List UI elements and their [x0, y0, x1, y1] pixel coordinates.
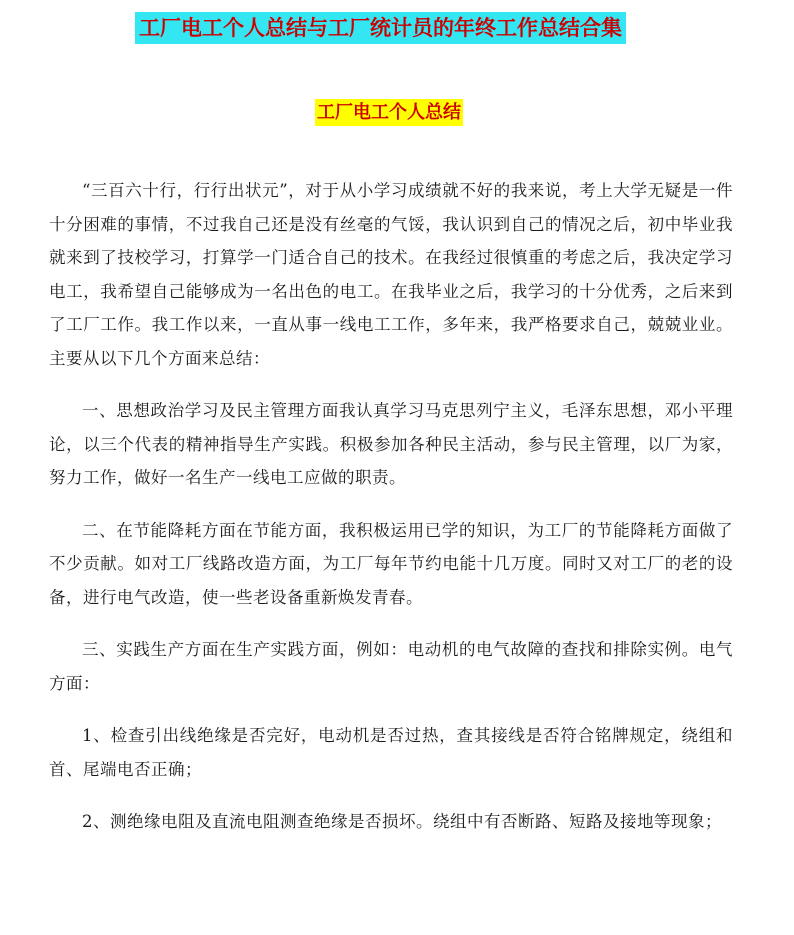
paragraph-political-study: 一、思想政治学习及民主管理方面我认真学习马克思列宁主义，毛泽东思想，邓小平理论，以三个代表的精神指导生产实践。积极参加各种民主活动，参与民主管理，以厂为家，努力工作，做好一名生产一线电工应做的职责。 [49, 401, 733, 487]
paragraph-item-2: 2、测绝缘电阻及直流电阻测查绝缘是否损坏。绕组中有否断路、短路及接地等现象； [82, 812, 722, 831]
paragraph-energy-saving: 二、在节能降耗方面在节能方面，我积极运用已学的知识，为工厂的节能降耗方面做了不少贡献。如对工厂线路改造方面，为工厂每年节约电能十几万度。同时又对工厂的老的设备，进行电气改造，使一些老设备重新焕发青春。 [49, 520, 733, 607]
paragraph-production-practice: 三、实践生产方面在生产实践方面，例如：电动机的电气故障的查找和排除实例。电气方面： [49, 640, 733, 693]
document-body [49, 174, 733, 858]
paragraph-item-1: 1、检查引出线绝缘是否完好，电动机是否过热，查其接线是否符合铭牌规定，绕组和首、尾端电否正确； [49, 726, 733, 779]
paragraph-intro: “三百六十行，行行出状元”，对于从小学习成绩就不好的我来说，考上大学无疑是一件十分困难的事情，不过我自己还是没有丝毫的气馁，我认识到自己的情况之后，初中毕业我就来到了技校学习，打算学一门适合自己的技术。在我经过很慎重的考虑之后，我决定学习电工，我希望自己能够成为一名出色的电工。在我毕业之后，我学习的十分优秀，之后来到了工厂工作。我工作以来，一直从事一线电工工作，多年来，我严格要求自己，兢兢业业。主要从以下几个方面来总结： [49, 181, 733, 368]
section-title: 工厂电工个人总结 [315, 99, 463, 126]
document-title: 工厂电工个人总结与工厂统计员的年终工作总结合集 [135, 12, 626, 44]
